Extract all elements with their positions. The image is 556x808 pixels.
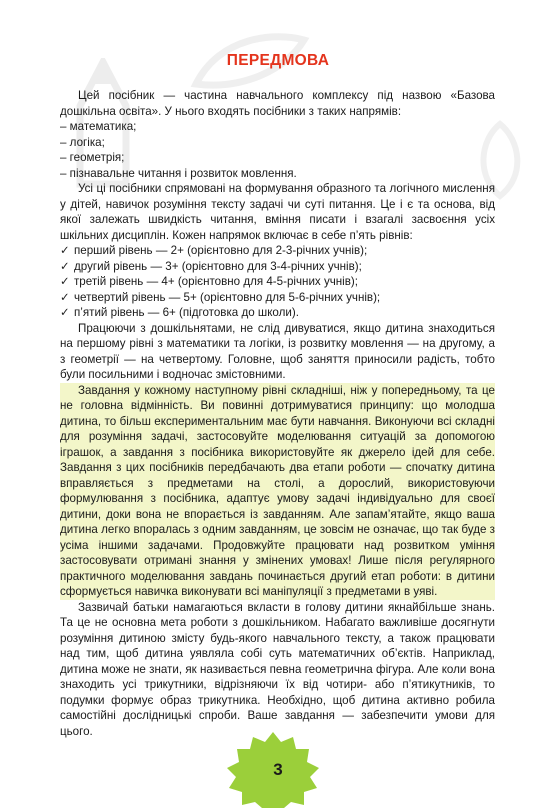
list-item: – логіка;: [60, 135, 105, 149]
list-item: [60, 290, 495, 306]
checkmark-icon: ✓: [60, 306, 70, 319]
checkmark-icon: ✓: [60, 290, 70, 304]
levels-list: [60, 243, 495, 321]
checkmark-icon: ✓: [60, 259, 70, 273]
list-item-text: перший рівень — 2+ (орієнтовно для 2-3-річних учнів);: [74, 244, 368, 257]
page-title: ПЕРЕДМОВА: [226, 52, 330, 69]
paragraph: Працюючи з дошкільнятами, не слід дивуватися, якщо дитина знаходиться на першому рівні з математики та логіки, із розвитку мовлення — на другому, а з геометрії — на четвертому. Головне, щоб заняття приносили радість, тобто були посильними і водночас змістовними.: [60, 321, 495, 381]
list-item-text: другий рівень — 3+ (орієнтовно для 3-4-річних учнів);: [74, 259, 362, 273]
page-number: 3: [273, 760, 283, 779]
checkmark-icon: ✓: [60, 244, 70, 257]
list-item-text: п’ятий рівень — 6+ (підготовка до школи).: [74, 306, 299, 319]
checkmark-icon: ✓: [60, 275, 70, 288]
highlighted-paragraph: Завдання у кожному наступному рівні складніші, ніж у попередньому, та це не головна відмінність. Ви повинні дотримуватися принципу: що молодша дитина, то більш експериментальним має бути навчання. Виконуючи всі складні для розуміння задачі, застосовуйте моделювання ситуацій за допомогою іграшок, а завдання з посібника використовуйте як джерело ідей для себе. Завдання з цих посібників передбачають два етапи роботи — спочатку дитина вправляється з предметами на столі, а дорослий, використовуючи формулювання з посібника, адаптує умову задачі індивідуально для своєї дитини, доки вона не впорається із завданням. Але запам’ятайте, якщо ваша дитина легко впоралась з одним завданням, це зовсім не означає, що так буде з усіма іншими задачами. Продовжуйте працювати над розвитком уміння застосовувати отримані знання у змінених умовах! Лише після регулярного практичного моделювання завдань починається другий етап роботи: в дитини сформується навичка виконувати всі маніпуляції з предметами в уяві.: [60, 383, 495, 598]
directions-list: [60, 119, 495, 181]
list-item: – геометрія;: [60, 151, 125, 164]
list-item: [60, 243, 495, 259]
intro-paragraph: Цей посібник — частина навчального комплексу під назвою «Базова дошкільна освіта». У нього входять посібники з таких напрямів:: [60, 89, 495, 118]
list-item: – математика;: [60, 120, 137, 133]
list-item: [60, 305, 495, 321]
paragraph: Зазвичай батьки намагаються вкласти в голову дитини якнайбільше знань. Та це не основна мета роботи з дошкільником. Набагато важливіше досягнути розуміння дитиною змісту будь-якого навчального тексту, а також працювати над тим, щоб дитина уявляла собі суть математичних об’єктів. Наприклад, дитина може не знати, як називається певна геометрична фігура. Але коли вона знаходить усі трикутники, відрізняючи їх від чотири- або п’ятикутників, то подумки формує образ трикутника. Необхідно, щоб дитина активно робила самостійні дослідницькі спроби. Ваше завдання — забезпечити умови для цього.: [60, 600, 495, 738]
list-item: – пізнавальне читання і розвиток мовлення.: [60, 166, 297, 180]
paragraph: Усі ці посібники спрямовані на формування образного та логічного мислення у дітей, навичок розуміння тексту задачі чи суті питання. Це і є та основа, від якої залежать швидкість читання, вміння писати і взагалі засвоєння усіх шкільних дисциплін. Кожен напрямок включає в себе п’ять рівнів:: [60, 182, 495, 242]
preface-body: [60, 88, 495, 739]
list-item-text: третій рівень — 4+ (орієнтовно для 4-5-річних учнів);: [74, 275, 358, 288]
list-item: [60, 259, 495, 275]
list-item: [60, 274, 495, 290]
list-item-text: четвертий рівень — 5+ (орієнтовно для 5-6-річних учнів);: [74, 290, 381, 304]
